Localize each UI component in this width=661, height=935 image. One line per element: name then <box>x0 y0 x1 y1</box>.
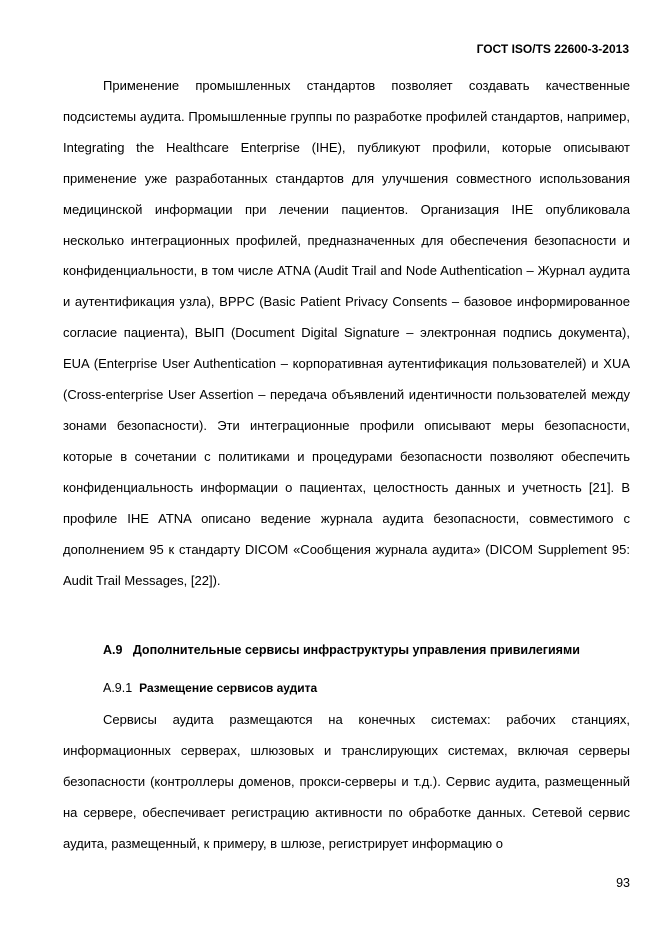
section-heading <box>103 643 580 657</box>
paragraph-text: Применение промышленных стандартов позволяет создавать качественные подсистемы аудита. Промышленные группы по разработке профилей стандартов, например, Integrating the Healthcare Enterprise (IHE), публикуют профили, которые описывают применение уже разработанных стандартов для улучшения совместного использования медицинской информации при лечении пациентов. Организация IHE опубликовала несколько интеграционных профилей, предназначенных для обеспечения безопасности и конфиденциальности, в том числе ATNA (Audit Trail and Node Authentication – Журнал аудита и аутентификация узла), BPPC (Basic Patient Privacy Consents – базовое информированное согласие пациента), ВЫП (Document Digital Signature – электронная подпись документа), EUA (Enterprise User Authentication – корпоративная аутентификация пользователей) и XUA (Cross-enterprise User Assertion – передача объявлений идентичности пользователей между зонами безопасности). Эти интеграционные профили описывают меры безопасности, которые в сочетании с политиками и процедурами безопасности позволяют обеспечить конфиденциальность информации о пациентах, целостность данных и учетность [21]. В профиле IHE ATNA описано ведение журнала аудита безопасности, совместимого с дополнением 95 к стандарту DICOM «Сообщения журнала аудита» (DICOM Supplement 95: Audit Trail Messages, [22]). <box>63 78 630 588</box>
standard-header: ГОСТ ISO/TS 22600-3-2013 <box>476 42 629 56</box>
paragraph-text: Сервисы аудита размещаются на конечных системах: рабочих станциях, информационных серверах, шлюзовых и транслирующих системах, включая серверы безопасности (контроллеры доменов, прокси-серверы и т.д.). Сервис аудита, размещенный на сервере, обеспечивает регистрацию активности по обработке данных. Сетевой сервис аудита, размещенный, к примеру, в шлюзе, регистрирует информацию о <box>63 712 630 851</box>
subsection-heading <box>103 681 317 695</box>
section-number: А.9 <box>103 643 123 657</box>
section-title: Дополнительные сервисы инфраструктуры управления привилегиями <box>132 643 580 657</box>
page-number: 93 <box>616 876 630 890</box>
subsection-title: Размещение сервисов аудита <box>139 681 318 695</box>
subsection-number: А.9.1 <box>103 681 133 695</box>
paragraph-ihe-standards <box>63 71 630 596</box>
paragraph-audit-placement <box>63 705 630 860</box>
